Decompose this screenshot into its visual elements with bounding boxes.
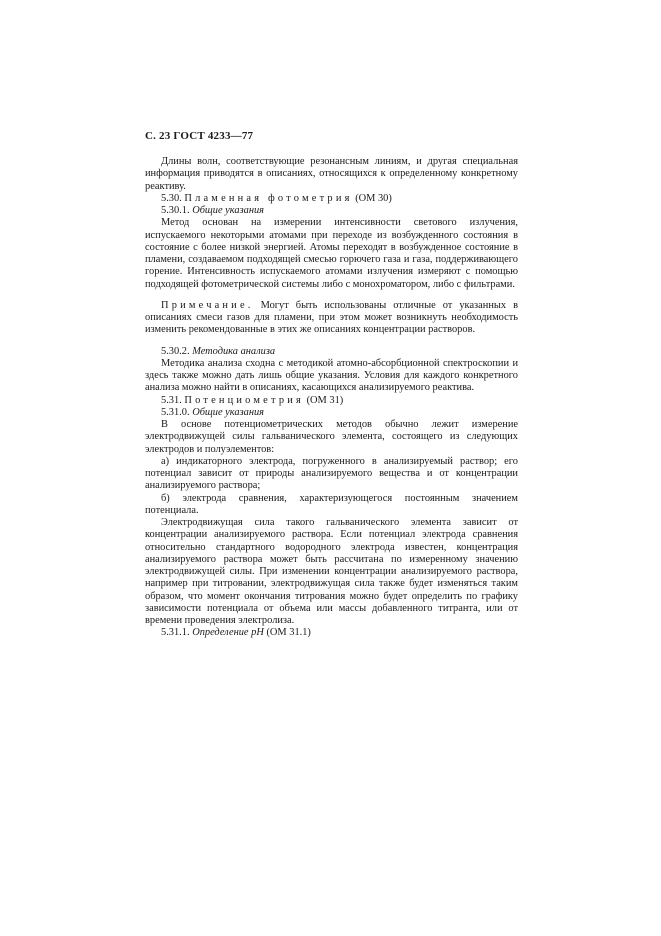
page-header: С. 23 ГОСТ 4233—77	[145, 130, 254, 142]
note-text: Могут быть использованы отличные от указанных в описаниях смеси газов для пламени, при этом может возникнуть необходимость изменить рекомендованные в этих же описаниях концентрации растворов.	[145, 299, 518, 336]
section-title: Общие указания	[192, 406, 265, 418]
section-5-31-heading	[145, 395, 518, 407]
note-label: Примечание.	[161, 299, 254, 311]
section-ref: (ОМ 31)	[306, 394, 344, 406]
list-item-reference-electrode: б) электрода сравнения, характеризующегося постоянным значением потенциала.	[145, 492, 518, 516]
note-paragraph	[145, 300, 518, 337]
section-title: Пламенная фотометрия	[184, 192, 353, 204]
paragraph-analysis-method: Методика анализа сходна с методикой атомно-абсорбционной спектроскопии и здесь также можно дать лишь общие указания. Условия для каждого конкретного анализа можно найти в описаниях, касающихся анализируемого реактива.	[145, 357, 518, 394]
section-5-30-heading	[145, 193, 518, 205]
section-ref: (ОМ 31.1)	[266, 627, 311, 639]
section-ref: (ОМ 30)	[355, 192, 392, 204]
section-5-30-1-heading	[145, 205, 518, 217]
section-number: 5.31.1.	[161, 627, 190, 639]
section-title: Потенциометрия	[184, 394, 304, 406]
section-5-31-1-heading	[145, 627, 518, 639]
section-number: 5.30.1.	[161, 205, 190, 216]
section-title: Определение рН	[192, 627, 264, 639]
list-item-indicator-electrode: а) индикаторного электрода, погруженного в анализируемый раствор; его потенциал зависит от природы анализируемого вещества и от концентрации анализируемого раствора;	[145, 455, 518, 492]
paragraph-flame-method: Метод основан на измерении интенсивности светового излучения, испускаемого некоторыми атомами при переходе из возбужденного состояния в состояние с более низкой энергией. Атомы переходят в возбужденное состояние в пламени, создаваемом подходящей смесью горючего газа и газа, поддерживающего горение. Интенсивность испускаемого атомами излучения измеряют с помощью подходящей фотометрической системы либо с монохроматором, либо с фильтрами.	[145, 217, 518, 290]
section-title: Методика анализа	[192, 345, 276, 357]
section-number: 5.31.0.	[161, 406, 190, 418]
section-5-31-0-heading	[145, 407, 518, 419]
section-number: 5.30.	[161, 192, 182, 204]
section-number: 5.31.	[161, 394, 182, 406]
section-title: Общие указания	[192, 205, 265, 216]
paragraph-emf: Электродвижущая сила такого гальванического элемента зависит от концентрации анализируемого раствора. Если потенциал электрода сравнения относительно стандартного водородного электрода известен, концентрация анализируемого раствора может быть рассчитана по измеренному значению электродвижущей силы. При изменении концентрации анализируемого раствора, например при титровании, электродвижущая сила также будет изменяться таким образом, что момент окончания титрования можно будет определить по графику зависимости потенциала от объема или массы добавленного титранта, или от времени проведения электролиза.	[145, 517, 518, 626]
section-number: 5.30.2.	[161, 345, 190, 357]
paragraph-wavelengths: Длины волн, соответствующие резонансным линиям, и другая специальная информация приводятся в описаниях, относящихся к определенному конкретному реактиву.	[145, 156, 518, 192]
paragraph-potentiometry-basis: В основе потенциометрических методов обычно лежит измерение электродвижущей силы гальванического элемента, состоящего из следующих электродов и полуэлементов:	[145, 419, 518, 455]
section-5-30-2-heading	[145, 346, 518, 358]
document-body	[145, 156, 518, 640]
